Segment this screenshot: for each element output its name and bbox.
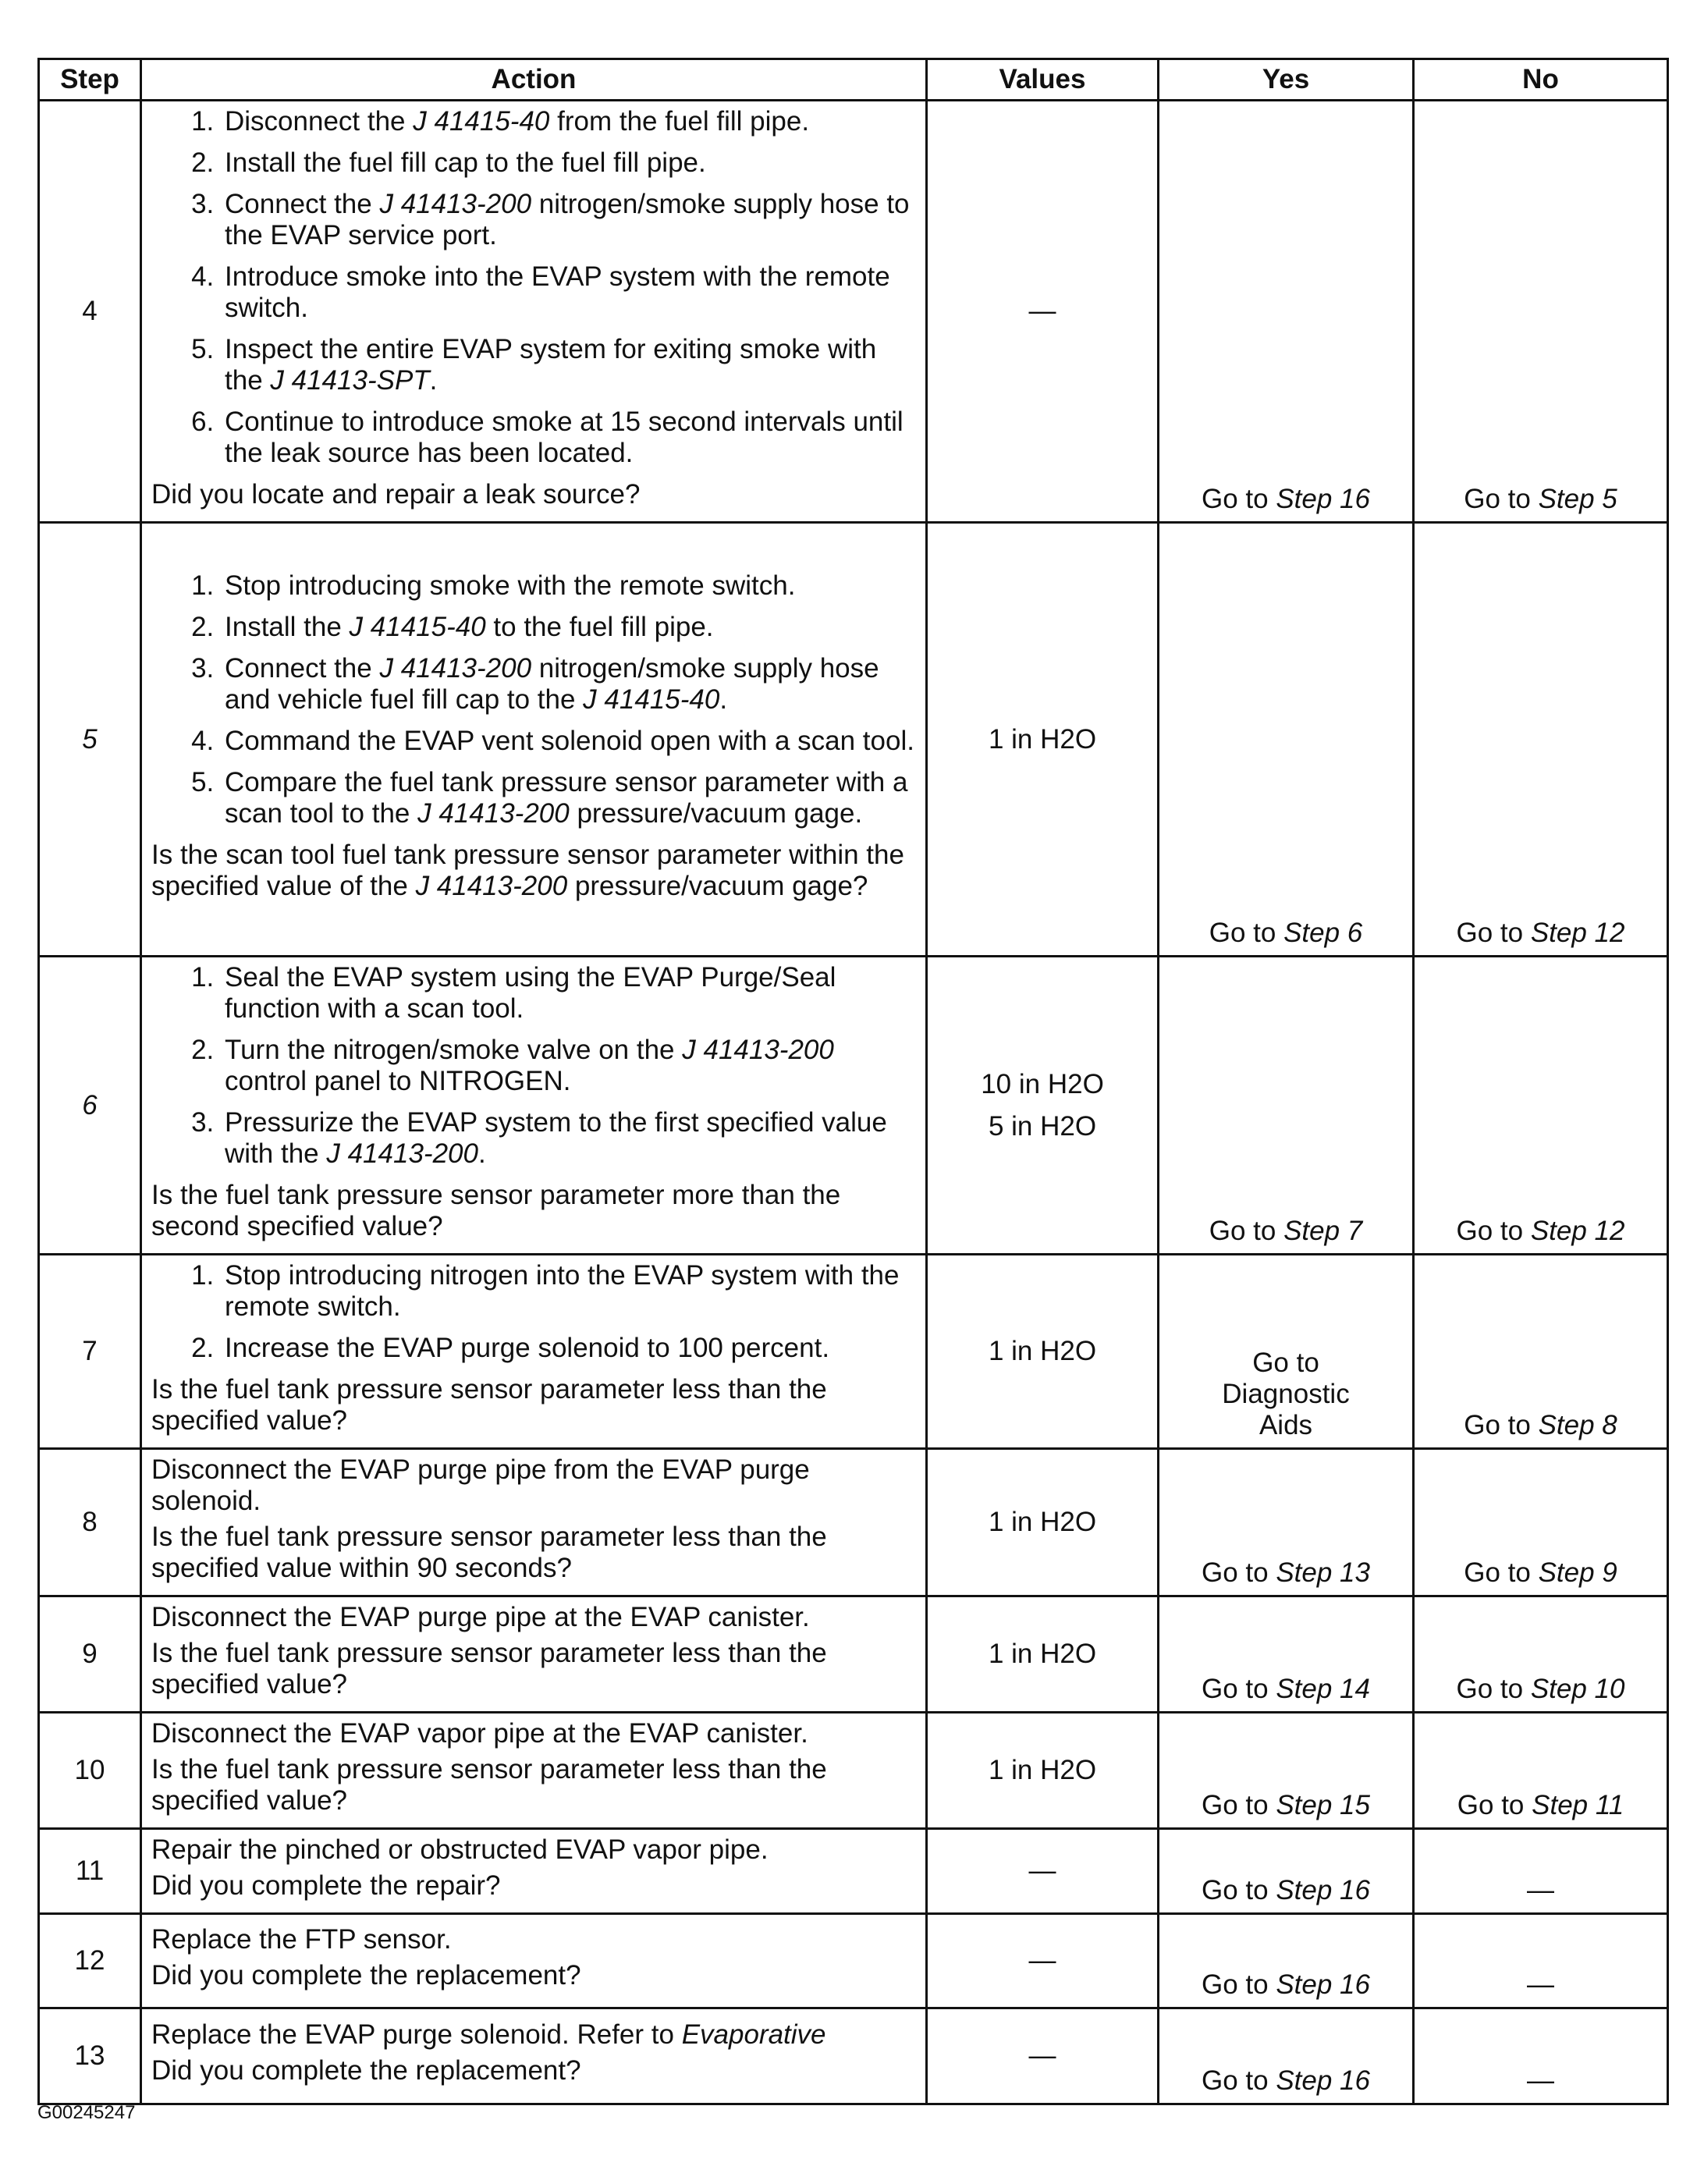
italic-ref: Step 11 (1532, 1790, 1624, 1820)
text-run: Go to Diagnostic Aids (1222, 1348, 1350, 1440)
no-cell (1414, 1449, 1668, 1596)
value-text: 1 in H2O (988, 1755, 1097, 1785)
values-cell (927, 1449, 1159, 1596)
text-run: Is the fuel tank pressure sensor parameter less than the specified value? (151, 1374, 827, 1436)
text-run: Disconnect the EVAP purge pipe at the EVAP canister. (151, 1602, 810, 1632)
value-text: 1 in H2O (988, 1639, 1097, 1669)
action-cell (141, 2008, 927, 2104)
action-step-item (222, 334, 916, 396)
step-cell: 12 (39, 1914, 141, 2008)
yes-target (1209, 918, 1363, 948)
action-step-item (222, 1260, 916, 1323)
text-run: from the fuel fill pipe. (549, 106, 810, 137)
value-text: — (1028, 296, 1056, 326)
text-run: pressure/vacuum gage. (569, 798, 863, 829)
step-cell: 8 (39, 1449, 141, 1596)
values-cell (927, 1829, 1159, 1914)
yes-cell (1159, 2008, 1414, 2104)
text-run: Disconnect the EVAP purge pipe from the EVAP purge solenoid. (151, 1454, 810, 1516)
text-run: . (478, 1138, 486, 1169)
action-cell (141, 101, 927, 523)
no-target (1464, 484, 1617, 514)
italic-ref: J 41413-200 (682, 1035, 834, 1065)
no-target (1457, 1216, 1625, 1246)
text-run: Go to (1464, 484, 1539, 514)
header-values: Values (927, 59, 1159, 101)
no-cell (1414, 957, 1668, 1255)
text-run: Go to (1202, 1875, 1276, 1905)
values-cell (927, 1914, 1159, 2008)
italic-ref: Step 16 (1276, 1875, 1370, 1905)
action-step-item (222, 189, 916, 251)
step-cell: 4 (39, 101, 141, 523)
italic-ref: Step 12 (1530, 918, 1625, 948)
no-cell (1414, 1829, 1668, 1914)
step-cell: 6 (39, 957, 141, 1255)
text-run: — (1527, 2065, 1554, 2096)
values-cell (927, 957, 1159, 1255)
yes-cell (1159, 1255, 1414, 1449)
values-cell (927, 523, 1159, 957)
table-body (39, 101, 1668, 2104)
text-run: Go to (1464, 1410, 1539, 1440)
action-step-item (222, 570, 916, 602)
italic-ref: J 41413-200 (379, 189, 532, 219)
yes-target (1202, 1875, 1370, 1905)
action-question (151, 1374, 916, 1436)
text-run: Go to (1209, 918, 1284, 948)
text-run: Go to (1202, 2065, 1276, 2096)
yes-target (1202, 1969, 1370, 2000)
italic-ref: J 41415-40 (349, 612, 486, 642)
no-target (1457, 1790, 1624, 1820)
action-question (151, 1754, 916, 1816)
step-cell: 5 (39, 523, 141, 957)
yes-target (1202, 484, 1370, 514)
text-run: Disconnect the (225, 106, 414, 137)
no-target (1464, 1557, 1617, 1588)
table-row (39, 523, 1668, 957)
text-run: Connect the (225, 189, 380, 219)
no-target (1527, 1875, 1554, 1905)
value-text: 10 in H2O (981, 1068, 1104, 1099)
action-question (151, 479, 916, 510)
italic-ref: J 41413-SPT (270, 365, 430, 396)
text-run: Disconnect the EVAP vapor pipe at the EVAP canister. (151, 1718, 808, 1749)
action-step-item (222, 726, 916, 757)
italic-ref: Step 5 (1538, 484, 1617, 514)
action-cell (141, 1914, 927, 2008)
italic-ref: Step 14 (1276, 1674, 1370, 1704)
text-run: Did you complete the repair? (151, 1870, 501, 1901)
text-run: Install the (225, 612, 350, 642)
text-run: Go to (1202, 1674, 1276, 1704)
action-question (151, 1180, 916, 1242)
diagnostic-table (37, 58, 1669, 2105)
italic-ref: J 41415-40 (413, 106, 550, 137)
figure-id: G00245247 (37, 2102, 136, 2123)
text-run: Introduce smoke into the EVAP system with the remote switch. (225, 261, 890, 323)
text-run: Is the fuel tank pressure sensor parameter less than the specified value within 90 seconds? (151, 1522, 827, 1583)
action-cell (141, 1596, 927, 1713)
value-text: 5 in H2O (988, 1110, 1097, 1142)
no-target (1527, 2065, 1554, 2096)
action-step-item (222, 767, 916, 829)
yes-target (1202, 1557, 1370, 1588)
yes-cell (1159, 523, 1414, 957)
text-run: Replace the FTP sensor. (151, 1924, 452, 1955)
text-run: Replace the EVAP purge solenoid. Refer to (151, 2019, 682, 2050)
italic-ref: Step 10 (1530, 1674, 1625, 1704)
step-cell: 7 (39, 1255, 141, 1449)
table-row (39, 1449, 1668, 1596)
italic-ref: J 41413-200 (417, 798, 570, 829)
text-run: Go to (1464, 1557, 1539, 1588)
text-run: . (719, 684, 728, 715)
text-run: Seal the EVAP system using the EVAP Purge/Seal function with a scan tool. (225, 962, 836, 1024)
yes-cell (1159, 1914, 1414, 2008)
step-cell: 13 (39, 2008, 141, 2104)
action-paragraph (151, 1924, 916, 1955)
yes-cell (1159, 101, 1414, 523)
italic-ref: Evaporative (681, 2019, 826, 2050)
italic-ref: J 41415-40 (583, 684, 720, 715)
text-run: Compare the fuel tank pressure sensor parameter with a scan tool to the (225, 767, 908, 829)
text-run: Go to (1202, 484, 1276, 514)
italic-ref: Step 13 (1276, 1557, 1370, 1588)
text-run: Repair the pinched or obstructed EVAP vapor pipe. (151, 1834, 769, 1865)
value-text: 1 in H2O (988, 1336, 1097, 1366)
italic-ref: Step 8 (1538, 1410, 1617, 1440)
action-question (151, 2055, 916, 2086)
text-run: Go to (1209, 1216, 1284, 1246)
text-run: Is the scan tool fuel tank pressure sensor parameter within the specified value of the (151, 840, 904, 901)
text-run: Increase the EVAP purge solenoid to 100 percent. (225, 1333, 830, 1363)
table-row (39, 1829, 1668, 1914)
step-cell: 9 (39, 1596, 141, 1713)
value-text: 1 in H2O (988, 1507, 1097, 1537)
action-step-item (222, 1333, 916, 1364)
header-step: Step (39, 59, 141, 101)
action-cell (141, 957, 927, 1255)
action-step-item (222, 653, 916, 716)
text-run: Go to (1456, 1674, 1531, 1704)
header-no: No (1414, 59, 1668, 101)
header-action: Action (141, 59, 927, 101)
text-run: . (429, 365, 438, 396)
text-run: Did you complete the replacement? (151, 1960, 581, 1990)
action-step-item (222, 612, 916, 643)
action-question (151, 1522, 916, 1584)
action-step-item (222, 407, 916, 469)
italic-ref: Step 6 (1283, 918, 1363, 948)
table-row (39, 1596, 1668, 1713)
step-cell: 10 (39, 1713, 141, 1829)
table-row (39, 1713, 1668, 1829)
yes-cell (1159, 1596, 1414, 1713)
step-cell: 11 (39, 1829, 141, 1914)
yes-target (1196, 1348, 1376, 1441)
text-run: Go to (1456, 1216, 1531, 1246)
italic-ref: Step 16 (1276, 1969, 1370, 2000)
action-cell (141, 1713, 927, 1829)
italic-ref: Step 16 (1276, 2065, 1370, 2096)
italic-ref: J 41413-200 (379, 653, 532, 684)
table-row (39, 1914, 1668, 2008)
text-run: Turn the nitrogen/smoke valve on the (225, 1035, 683, 1065)
action-cell (141, 1255, 927, 1449)
text-run: — (1527, 1875, 1554, 1905)
yes-cell (1159, 1449, 1414, 1596)
text-run: Inspect the entire EVAP system for exiting smoke with the (225, 334, 877, 396)
action-steps-list (151, 570, 916, 829)
text-run: Command the EVAP vent solenoid open with a scan tool. (225, 726, 914, 756)
yes-cell (1159, 957, 1414, 1255)
no-target (1457, 918, 1625, 948)
italic-ref: Step 7 (1283, 1216, 1363, 1246)
action-cell (141, 1829, 927, 1914)
no-cell (1414, 523, 1668, 957)
text-run: nitrogen/smoke supply hose to the EVAP service port. (225, 189, 910, 250)
text-run: Is the fuel tank pressure sensor parameter less than the specified value? (151, 1754, 827, 1816)
values-cell (927, 2008, 1159, 2104)
no-cell (1414, 1914, 1668, 2008)
action-question (151, 1960, 916, 1991)
action-step-item (222, 962, 916, 1025)
text-run: — (1527, 1969, 1554, 2000)
table-row (39, 1255, 1668, 1449)
italic-ref: Step 12 (1530, 1216, 1625, 1246)
values-cell (927, 1596, 1159, 1713)
value-text: 1 in H2O (988, 723, 1097, 755)
action-step-item (222, 147, 916, 179)
text-run: Go to (1202, 1969, 1276, 2000)
text-run: to the fuel fill pipe. (485, 612, 714, 642)
text-run: Continue to introduce smoke at 15 second intervals until the leak source has been located. (225, 407, 904, 468)
action-paragraph (151, 1834, 916, 1866)
header-yes: Yes (1159, 59, 1414, 101)
text-run: Connect the (225, 653, 380, 684)
values-cell (927, 1713, 1159, 1829)
action-steps-list (151, 962, 916, 1170)
action-step-item (222, 106, 916, 137)
action-paragraph (151, 1454, 916, 1517)
text-run: Install the fuel fill cap to the fuel fill pipe. (225, 147, 706, 178)
text-run: Stop introducing smoke with the remote switch. (225, 570, 796, 601)
yes-target (1209, 1216, 1363, 1246)
action-question (151, 1870, 916, 1902)
text-run: Stop introducing nitrogen into the EVAP system with the remote switch. (225, 1260, 900, 1322)
action-question (151, 1638, 916, 1700)
value-text: — (1028, 2040, 1056, 2071)
values-cell (927, 101, 1159, 523)
no-cell (1414, 1713, 1668, 1829)
text-run: Did you complete the replacement? (151, 2055, 581, 2086)
table-row (39, 2008, 1668, 2104)
action-paragraph (151, 2019, 916, 2051)
table-row (39, 957, 1668, 1255)
text-run: Go to (1202, 1790, 1276, 1820)
action-steps-list (151, 1260, 916, 1364)
text-run: Is the fuel tank pressure sensor parameter more than the second specified value? (151, 1180, 841, 1241)
action-step-item (222, 1035, 916, 1097)
text-run: pressure/vacuum gage? (567, 871, 868, 901)
yes-target (1202, 1674, 1370, 1704)
table-row (39, 101, 1668, 523)
no-target (1527, 1969, 1554, 2000)
no-target (1457, 1674, 1625, 1704)
no-cell (1414, 2008, 1668, 2104)
italic-ref: J 41413-200 (326, 1138, 478, 1169)
text-run: nitrogen/smoke supply hose and vehicle fuel fill cap to the (225, 653, 879, 715)
text-run: Go to (1456, 918, 1531, 948)
no-cell (1414, 1596, 1668, 1713)
text-run: Go to (1457, 1790, 1532, 1820)
italic-ref: Step 15 (1276, 1790, 1370, 1820)
action-cell (141, 1449, 927, 1596)
no-target (1464, 1410, 1617, 1440)
values-cell (927, 1255, 1159, 1449)
yes-target (1202, 2065, 1370, 2096)
yes-target (1202, 1790, 1370, 1820)
no-cell (1414, 1255, 1668, 1449)
italic-ref: Step 9 (1538, 1557, 1617, 1588)
text-run: Did you locate and repair a leak source? (151, 479, 641, 510)
yes-cell (1159, 1829, 1414, 1914)
action-question (151, 840, 916, 902)
action-paragraph (151, 1602, 916, 1633)
text-run: Pressurize the EVAP system to the first specified value with the (225, 1107, 887, 1169)
action-cell (141, 523, 927, 957)
action-step-item (222, 1107, 916, 1170)
header-row (39, 59, 1668, 101)
yes-cell (1159, 1713, 1414, 1829)
value-text: — (1028, 1945, 1056, 1976)
action-steps-list (151, 106, 916, 469)
action-step-item (222, 261, 916, 324)
italic-ref: J 41413-200 (415, 871, 568, 901)
no-cell (1414, 101, 1668, 523)
text-run: Is the fuel tank pressure sensor parameter less than the specified value? (151, 1638, 827, 1699)
text-run: control panel to NITROGEN. (225, 1066, 571, 1096)
italic-ref: Step 16 (1276, 484, 1370, 514)
action-paragraph (151, 1718, 916, 1749)
text-run: Go to (1202, 1557, 1276, 1588)
value-text: — (1028, 1856, 1056, 1886)
